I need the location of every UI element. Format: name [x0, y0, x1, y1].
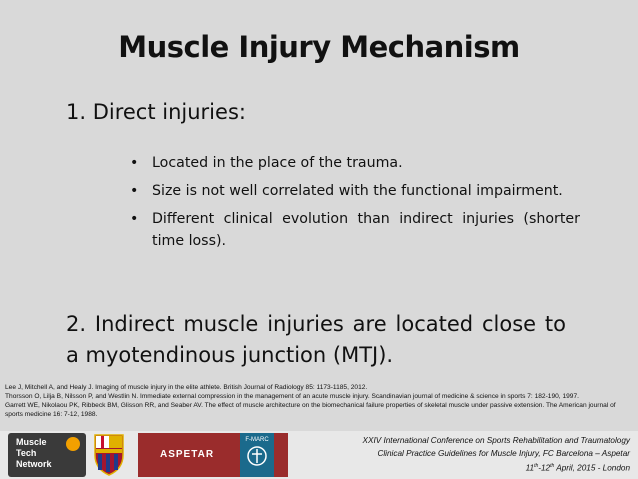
- section-heading-indirect: 2. Indirect muscle injuries are located close to a myotendinous junction (MTJ).: [66, 312, 566, 367]
- bullet-text: Located in the place of the trauma.: [152, 155, 403, 171]
- date-day2: -12: [538, 463, 551, 473]
- conference-subtitle: Clinical Practice Guidelines for Muscle Injury, FC Barcelona – Aspetar: [377, 449, 630, 458]
- fmarc-logo: [240, 433, 274, 477]
- bullet-list: [130, 152, 580, 258]
- bullet-icon: •: [130, 211, 139, 227]
- bullet-text: Size is not well correlated with the functional impairment.: [152, 183, 563, 199]
- slide-title: Muscle Injury Mechanism: [118, 30, 520, 64]
- bullet-item: [130, 152, 580, 174]
- date-rest: April, 2015 - London: [554, 463, 630, 473]
- bullet-item: [130, 180, 580, 202]
- conference-info: [270, 434, 630, 475]
- reference-item: Thorsson O, Lilja B, Nilsson P, and Westlin N. Immediate external compression in the management of an acute muscle injury. Scandinavian journal of medicine & science in sports 7: 182-190, 1997.: [5, 393, 579, 400]
- muscle-tech-network-logo: [8, 433, 86, 477]
- fc-barcelona-crest-icon: [92, 433, 126, 477]
- conference-date: [270, 460, 630, 475]
- fmarc-logo-text: F-MARC: [245, 437, 269, 443]
- date-suffix2: th: [550, 463, 555, 469]
- mtn-logo-mark-icon: [66, 437, 80, 451]
- fmarc-emblem-icon: [246, 445, 268, 467]
- bullet-item: [130, 208, 580, 252]
- conference-title: XXIV International Conference on Sports Rehabilitation and Traumatology: [362, 436, 630, 445]
- reference-item: Lee J, Mitchell A, and Healy J. Imaging of muscle injury in the elite athlete. British Journal of Radiology 85: 1173-1185, 2012.: [5, 384, 368, 391]
- mtn-logo-text: Muscle Tech Network: [16, 437, 52, 469]
- aspetar-logo-text: ASPETAR: [160, 449, 215, 460]
- bullet-icon: •: [130, 155, 139, 171]
- references: [5, 383, 633, 419]
- bullet-icon: •: [130, 183, 139, 199]
- bullet-text: Different clinical evolution than indirect injuries (shorter time loss).: [152, 211, 580, 249]
- date-suffix1: th: [534, 463, 539, 469]
- section-heading-direct: 1. Direct injuries:: [66, 100, 246, 124]
- date-day1: 11: [525, 463, 535, 473]
- reference-item: Garrett WE, Nikolaou PK, Ribbeck BM, Glisson RR, and Seaber AV. The effect of muscle architecture on the biomechanical failure properties of skeletal muscle under passive extension. The American journal of sports medicine 16: 7-12, 1988.: [5, 402, 616, 418]
